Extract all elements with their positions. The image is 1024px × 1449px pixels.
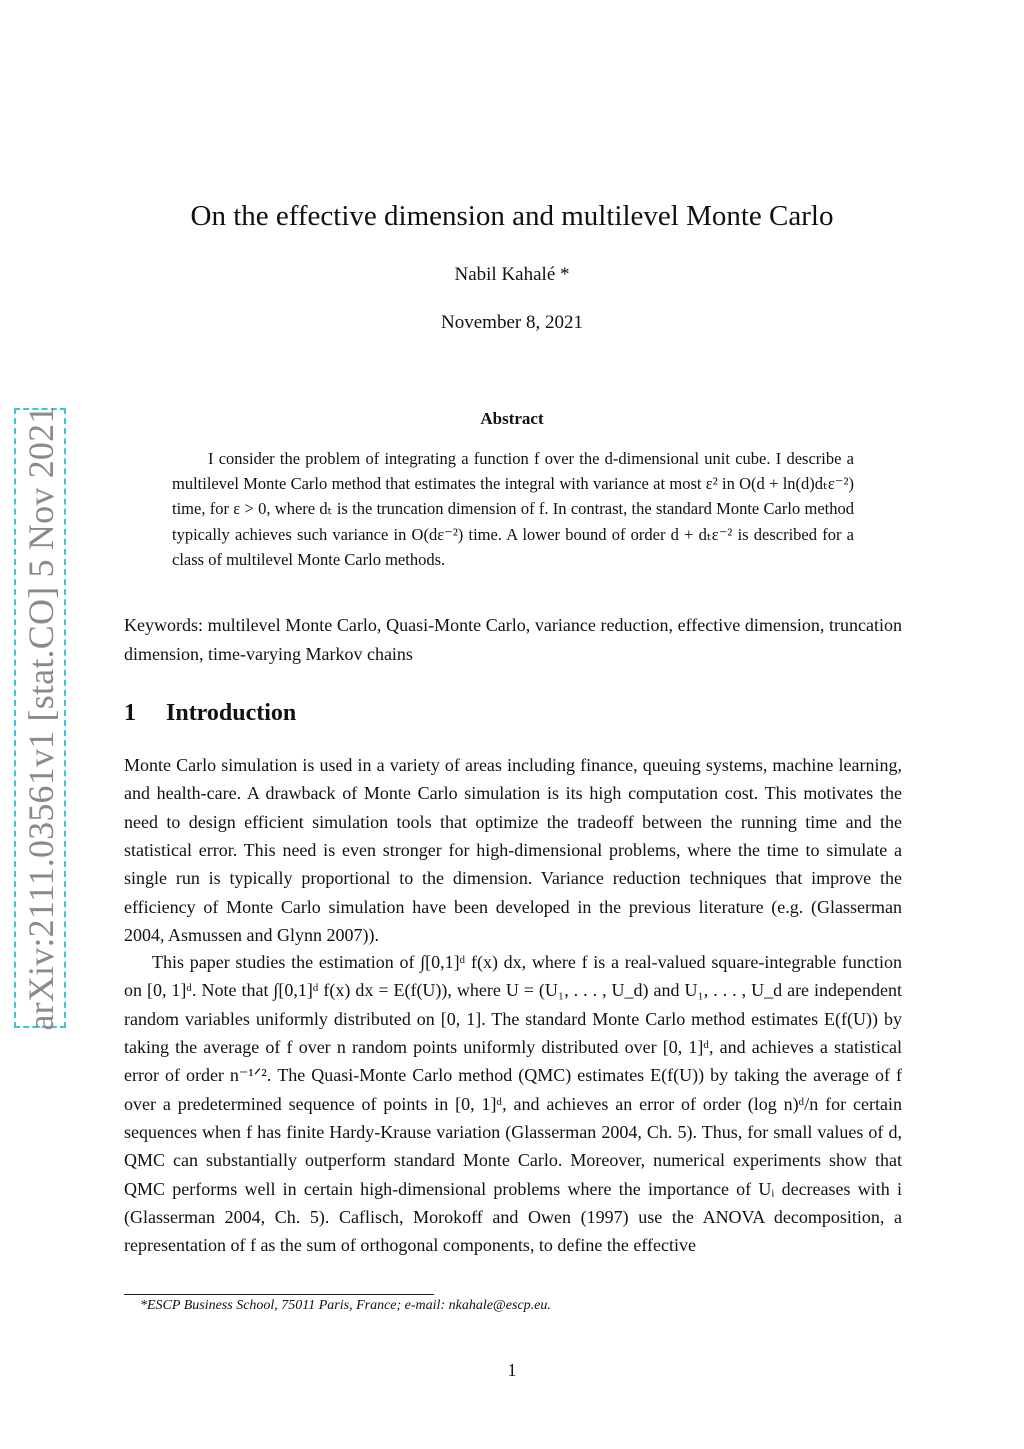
section-title: Introduction	[166, 700, 297, 726]
date: November 8, 2021	[441, 312, 583, 333]
abstract-body	[172, 446, 854, 572]
section-heading	[124, 700, 296, 727]
paragraph-1: Monte Carlo simulation is used in a variety of areas including finance, queuing systems, machine learning, and health-care. A drawback of Monte Carlo simulation is its high computation cost. This motivates the need to design efficient simulation tools that optimize the tradeoff between the running time and the statistical error. This need is even stronger for high-dimensional problems, where the time to simulate a single run is typically proportional to the dimension. Variance reduction techniques that improve the efficiency of Monte Carlo simulation have been developed in the previous literature (e.g. (Glasserman 2004, Asmussen and Glynn 2007)).	[124, 755, 902, 946]
author: Nabil Kahalé *	[454, 264, 570, 285]
arxiv-stamp[interactable]: arXiv:2111.03561v1 [stat.CO] 5 Nov 2021	[21, 405, 61, 1031]
keywords: Keywords: multilevel Monte Carlo, Quasi-Monte Carlo, variance reduction, effective dimension, truncation dimension, time-varying Markov chains	[124, 615, 902, 664]
paragraph-2	[124, 948, 902, 1260]
abstract-text: I consider the problem of integrating a function f over the d-dimensional unit cube. I describe a multilevel Monte Carlo method that estimates the integral with variance at most ε² in O(d + ln(d)dₜε⁻²) time, for ε > 0, where dₜ is the truncation dimension of f. In contrast, the standard Monte Carlo method typically achieves such variance in O(dε⁻²) time. A lower bound of order d + dₜε⁻² is described for a class of multilevel Monte Carlo methods.	[172, 449, 854, 569]
page-number: 1	[507, 1360, 517, 1380]
paper-title: On the effective dimension and multilevel Monte Carlo	[190, 200, 834, 232]
abstract-heading: Abstract	[480, 409, 544, 428]
footnote: *ESCP Business School, 75011 Paris, France; e-mail: nkahale@escp.eu.	[140, 1298, 551, 1313]
paragraph-2-text: This paper studies the estimation of ∫[0,1]ᵈ f(x) dx, where f is a real-valued square-integrable function on [0, 1]ᵈ. Note that ∫[0,1]ᵈ f(x) dx = E(f(U)), where U = (U₁, . . . , U_d) and U₁, . . . , U_d are independent random variables uniformly distributed on [0, 1]. The standard Monte Carlo method estimates E(f(U)) by taking the average of f over n random points uniformly distributed over [0, 1]ᵈ, and achieves a statistical error of order n⁻¹ᐟ². The Quasi-Monte Carlo method (QMC) estimates E(f(U)) by taking the average of f over a predetermined sequence of points in [0, 1]ᵈ, and achieves an error of order (log n)ᵈ/n for certain sequences when f has finite Hardy-Krause variation (Glasserman 2004, Ch. 5). Thus, for small values of d, QMC can substantially outperform standard Monte Carlo. Moreover, numerical experiments show that QMC performs well in certain high-dimensional problems where the importance of Uᵢ decreases with i (Glasserman 2004, Ch. 5). Caflisch, Morokoff and Owen (1997) use the ANOVA decomposition, a representation of f as the sum of orthogonal components, to define the effective	[124, 952, 902, 1256]
footnote-rule	[124, 1294, 434, 1295]
section-number: 1	[124, 700, 136, 726]
